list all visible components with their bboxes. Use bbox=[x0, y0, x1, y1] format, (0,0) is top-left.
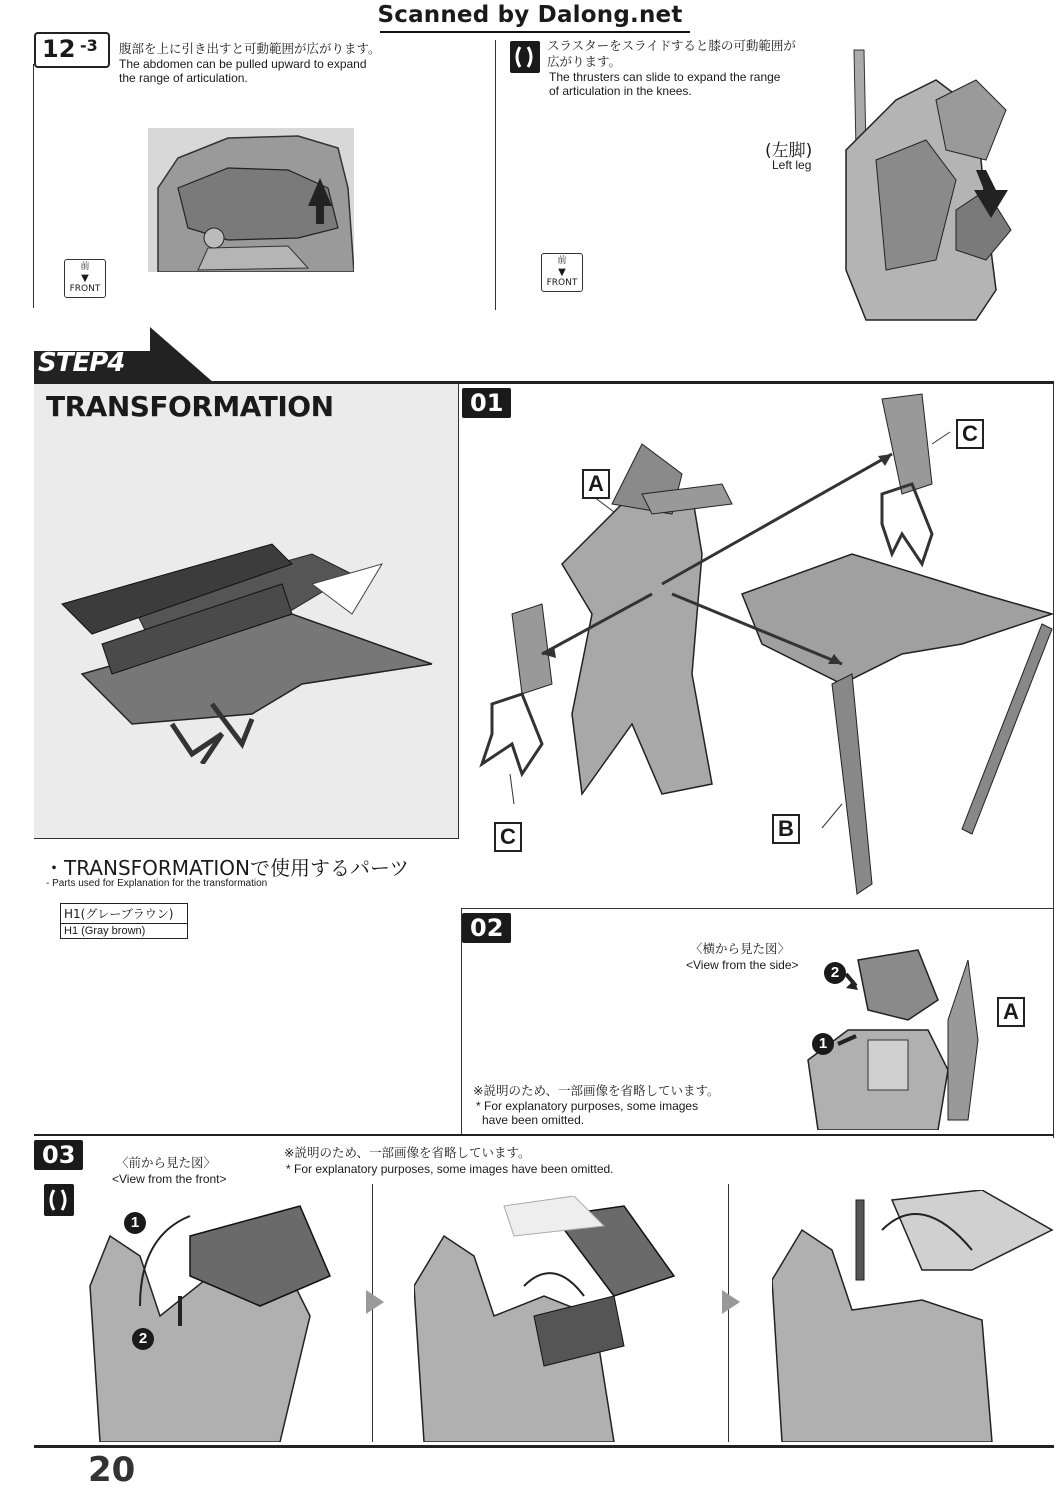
part-h1-en: H1 (Gray brown) bbox=[64, 925, 146, 937]
front-badge-arrow: ▼ bbox=[81, 273, 89, 284]
step03-top-rule bbox=[34, 1134, 1054, 1136]
caution-icon-top bbox=[510, 41, 540, 73]
parts-used-sub: - Parts used for Explanation for the transformation bbox=[46, 878, 268, 889]
thruster-en-2: of articulation in the knees. bbox=[549, 84, 692, 98]
parts-box bbox=[60, 903, 188, 939]
thruster-jp-1: スラスターをスライドすると膝の可動範囲が bbox=[547, 38, 796, 53]
step03-view-jp: 〈前から見た図〉 bbox=[116, 1155, 217, 1170]
left-leg-jp: (左脚) bbox=[765, 141, 813, 161]
step-12-3-en-1: The abdomen can be pulled upward to expand bbox=[119, 57, 367, 71]
step02-note-en-2: have been omitted. bbox=[482, 1113, 585, 1127]
step-02-badge: 02 bbox=[462, 913, 511, 943]
step03-illustration-3 bbox=[772, 1190, 1054, 1442]
front-badge-right bbox=[541, 253, 583, 292]
transformation-panel bbox=[34, 384, 459, 839]
mobile-armor-illustration bbox=[52, 524, 452, 764]
step-12-3-badge bbox=[34, 32, 110, 68]
step03-marker-1: 1 bbox=[124, 1212, 146, 1234]
left-leg-en: Left leg bbox=[772, 158, 812, 172]
thruster-en-1: The thrusters can slide to expand the range bbox=[549, 70, 781, 84]
front-badge-left bbox=[64, 259, 106, 298]
step-12-number: 12 bbox=[42, 35, 76, 63]
label-C-left-step01: C bbox=[494, 822, 522, 852]
step02-view-jp: 〈横から見た図〉 bbox=[690, 941, 791, 956]
abdomen-illustration bbox=[148, 128, 354, 272]
left-leg-illustration bbox=[836, 40, 1026, 322]
step03-next-arrow-2 bbox=[722, 1290, 740, 1314]
top-divider bbox=[495, 40, 496, 310]
step02-note-en-1: * For explanatory purposes, some images bbox=[476, 1099, 699, 1113]
watermark-text: Scanned by Dalong.net bbox=[377, 2, 683, 28]
step02-marker-1: 1 bbox=[812, 1033, 834, 1055]
step01-right-border bbox=[1053, 384, 1054, 1138]
step02-note-jp: ※説明のため、一部画像を省略しています。 bbox=[473, 1083, 720, 1098]
front-badge-en: FRONT bbox=[69, 284, 101, 294]
step03-note-en: * For explanatory purposes, some images have been omitted. bbox=[286, 1162, 614, 1176]
thruster-jp-2: 広がります。 bbox=[547, 54, 622, 69]
page-number: 20 bbox=[88, 1450, 136, 1490]
label-A-step01: A bbox=[582, 469, 610, 499]
front-badge-right-arrow: ▼ bbox=[558, 267, 566, 278]
step4-banner-label: STEP4 bbox=[38, 348, 125, 378]
step03-view-en: <View from the front> bbox=[112, 1172, 227, 1186]
watermark-underline bbox=[380, 31, 690, 33]
step-12-3-en-2: the range of articulation. bbox=[119, 71, 248, 85]
caution-icon-step03 bbox=[44, 1184, 74, 1216]
step01-bottom-rule bbox=[462, 908, 1054, 909]
step-01-illustration bbox=[462, 384, 1054, 908]
step-03-badge: 03 bbox=[34, 1140, 83, 1170]
label-B-step01: B bbox=[772, 814, 800, 844]
step02-view-en: <View from the side> bbox=[686, 958, 799, 972]
parts-used-heading: ・TRANSFORMATIONで使用するパーツ bbox=[44, 856, 410, 880]
step-12-suffix: -3 bbox=[80, 36, 98, 55]
front-badge-right-en: FRONT bbox=[546, 278, 578, 288]
top-left-border bbox=[33, 64, 34, 308]
step03-illustration-2 bbox=[414, 1196, 694, 1442]
step03-next-arrow-1 bbox=[366, 1290, 384, 1314]
label-A-step02: A bbox=[997, 997, 1025, 1027]
front-badge-jp: 前 bbox=[80, 262, 90, 272]
part-h1-jp: H1(グレーブラウン) bbox=[61, 904, 187, 924]
page-bottom-rule bbox=[34, 1445, 1054, 1448]
transformation-title: TRANSFORMATION bbox=[46, 390, 334, 423]
step-01-badge: 01 bbox=[462, 388, 511, 418]
step02-marker-2: 2 bbox=[824, 962, 846, 984]
step03-note-jp: ※説明のため、一部画像を省略しています。 bbox=[284, 1145, 531, 1160]
front-badge-right-jp: 前 bbox=[557, 256, 567, 266]
step03-marker-2: 2 bbox=[132, 1328, 154, 1350]
step03-illustration-1 bbox=[80, 1196, 340, 1442]
label-C-right-step01: C bbox=[956, 419, 984, 449]
step-12-3-jp: 腹部を上に引き出すと可動範囲が広がります。 bbox=[119, 41, 381, 56]
